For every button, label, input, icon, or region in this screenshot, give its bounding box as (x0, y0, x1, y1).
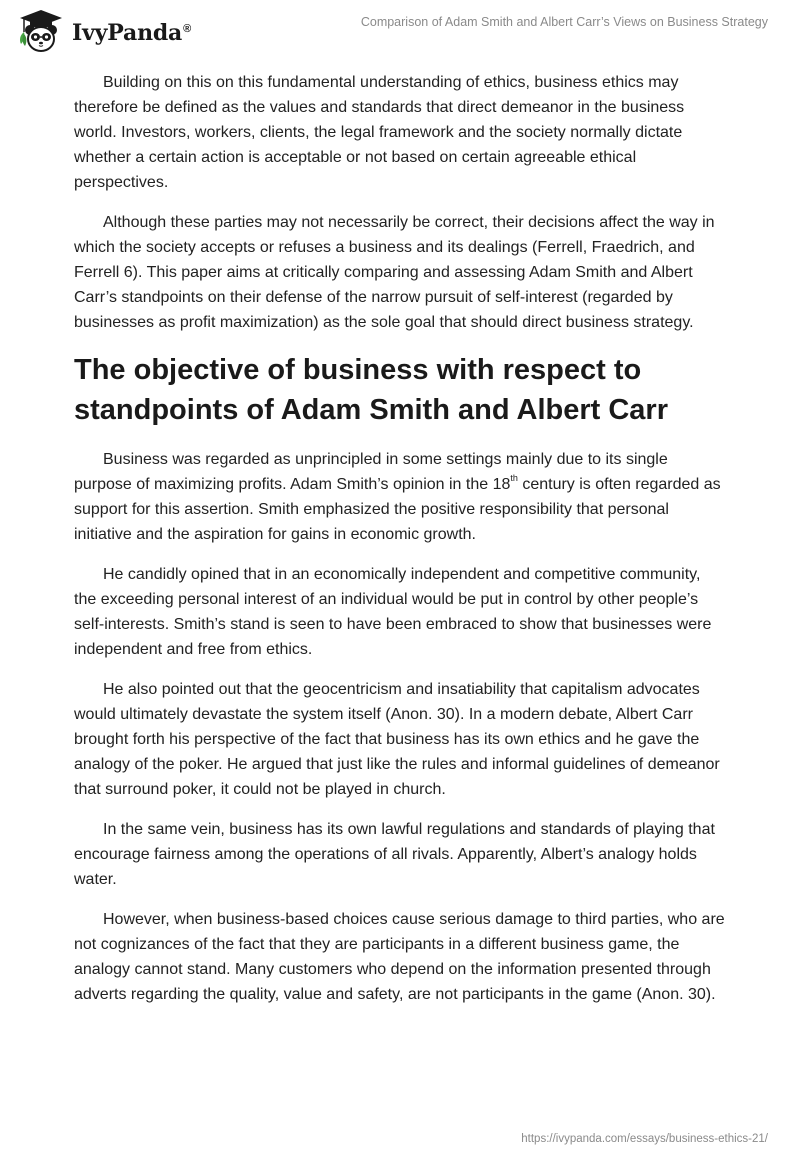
paragraph-3 (74, 447, 726, 547)
paragraph-3-end: century is often regarded as support for this assertion. Smith emphasized the positive responsibility that personal initiative and the aspiration for gains in economic growth. (74, 476, 721, 543)
section-heading: The objective of business with respect to standpoints of Adam Smith and Albert Carr (74, 354, 669, 426)
page-header (0, 0, 800, 60)
panda-graduate-icon (16, 8, 66, 54)
ordinal-superscript: th (510, 472, 518, 483)
registered-mark: ® (183, 22, 192, 35)
paragraph-1: Building on this on this fundamental understanding of ethics, business ethics may therefore be defined as the values and standards that direct demeanor in the business world. Investors, workers, clients, the legal framework and the society normally dictate whether a certain action is acceptable or not based on certain agreeable ethical perspectives. (74, 74, 685, 191)
essay-content (74, 70, 726, 1022)
ivypanda-logo[interactable] (16, 8, 191, 54)
document-title: Comparison of Adam Smith and Albert Carr’s Views on Business Strategy (360, 15, 768, 29)
paragraph-3-start: Business was regarded as unprincipled in some settings mainly due to its single purpose of maximizing profits. Adam Smith’s opinion in the 18 (74, 451, 668, 493)
source-url-link[interactable]: https://ivypanda.com/essays/business-ethics-21/ (521, 1133, 768, 1145)
logo-text (72, 20, 191, 46)
paragraph-5: He also pointed out that the geocentricism and insatiability that capitalism advocates would ultimately devastate the system itself (Anon. 30). In a modern debate, Albert Carr brought forth his perspective of the fact that business has its own ethics and he gave the analogy of the poker. He argued that just like the rules and informal guidelines of demeanor that surround poker, it could not be played in church. (74, 681, 720, 798)
paragraph-6: In the same vein, business has its own lawful regulations and standards of playing that encourage fairness among the operations of all rivals. Apparently, Albert’s analogy holds water. (74, 821, 715, 888)
paragraph-4: He candidly opined that in an economically independent and competitive community, the exceeding personal interest of an individual would be put in control by other people’s self-interests. Smith’s stand is seen to have been embraced to show that businesses were independent and free from ethics. (74, 566, 712, 658)
paragraph-7: However, when business-based choices cause serious damage to third parties, who are not cognizances of the fact that they are participants in a different business game, the analogy cannot stand. Many customers who depend on the information presented through adverts regarding the quality, value and safety, are not participants in the game (Anon. 30). (74, 911, 725, 1003)
logo-wordmark: IvyPanda (72, 20, 183, 46)
paragraph-2: Although these parties may not necessarily be correct, their decisions affect the way in which the society accepts or refuses a business and its dealings (Ferrell, Fraedrich, and Ferrell 6). This paper aims at critically comparing and assessing Adam Smith and Albert Carr’s standpoints on their defense of the narrow pursuit of self-interest (regarded by businesses as profit maximization) as the sole goal that should direct business strategy. (74, 214, 715, 331)
